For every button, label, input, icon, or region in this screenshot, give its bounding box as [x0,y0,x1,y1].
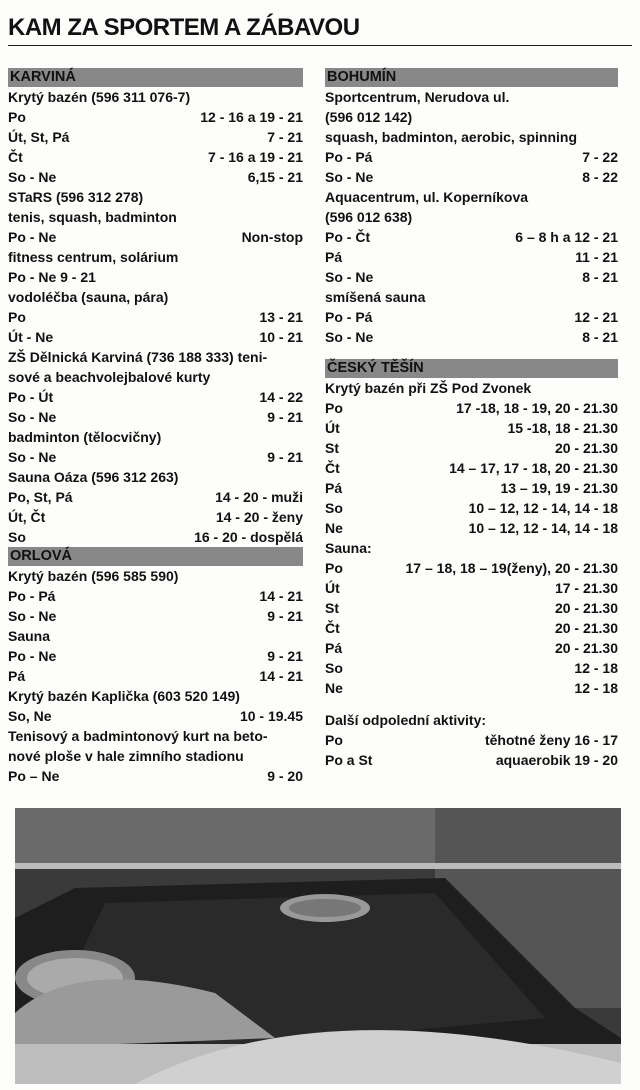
venue-heading: Sportcentrum, Nerudova ul. [325,89,510,105]
schedule-row [325,147,618,167]
venue-heading: Sauna [8,628,51,644]
schedule-days: St [325,440,339,456]
schedule-days: Út, St, Pá [8,129,70,145]
schedule-row [8,127,303,147]
schedule-hours: 17 - 21.30 [554,580,618,596]
schedule-row [8,267,303,287]
schedule-hours: 7 - 22 [582,149,618,165]
schedule-days: So - Ne [325,269,374,285]
schedule-hours: 17 -18, 18 - 19, 20 - 21.30 [456,400,618,416]
schedule-days: Pá [325,249,343,265]
schedule-days: Po – Ne [8,768,60,784]
schedule-hours: 6 – 8 h a 12 - 21 [515,229,618,245]
schedule-row [8,327,303,347]
schedule-days: So - Ne [325,169,374,185]
schedule-days: Út - Ne [8,329,54,345]
schedule-row [8,447,303,467]
section-header: BOHUMÍN [325,68,618,87]
schedule-days: Pá [8,668,26,684]
left-column [8,68,303,786]
schedule-hours: 11 - 21 [575,249,618,265]
schedule-days: Čt [8,149,23,165]
schedule-hours: 10 – 12, 12 - 14, 14 - 18 [468,520,618,536]
schedule-hours: 10 - 19.45 [239,708,303,724]
venue-heading: tenis, squash, badminton [8,209,177,225]
schedule-days: Po [325,732,343,748]
schedule-row [325,418,618,438]
schedule-hours: 20 - 21.30 [554,440,618,456]
page-title: KAM ZA SPORTEM A ZÁBAVOU [8,14,360,41]
schedule-days: Pá [325,480,343,496]
schedule-days: Po, St, Pá [8,489,73,505]
title-divider [8,45,632,46]
schedule-days: Čt [325,460,340,476]
schedule-row [8,487,303,507]
schedule-days: Ne [325,520,343,536]
schedule-row [325,730,618,750]
venue-heading: smíšená sauna [325,289,426,305]
schedule-hours: 8 - 21 [582,269,618,285]
section-header: ORLOVÁ [8,547,303,566]
schedule-hours: 7 - 21 [267,129,303,145]
schedule-hours: 8 - 21 [582,329,618,345]
schedule-hours: 10 - 21 [259,329,303,345]
schedule-days: Po - Ne 9 - 21 [8,269,96,285]
section-header: KARVINÁ [8,68,303,87]
schedule-row [325,307,618,327]
schedule-days: Po - Út [8,389,54,405]
schedule-days: So - Ne [8,169,57,185]
schedule-hours: 9 - 21 [267,648,303,664]
schedule-hours: 20 - 21.30 [554,620,618,636]
schedule-row [325,598,618,618]
venue-heading: Krytý bazén při ZŠ Pod Zvonek [325,380,532,396]
schedule-row [325,167,618,187]
schedule-row [325,750,618,770]
schedule-row [325,327,618,347]
schedule-days: So - Ne [8,608,57,624]
schedule-hours: aquaerobik 19 - 20 [495,752,618,768]
swimming-pool-photo [15,808,621,1084]
schedule-days: Út, Čt [8,509,46,525]
schedule-row [325,498,618,518]
schedule-days: So - Ne [325,329,374,345]
venue-heading: Aquacentrum, ul. Koperníkova [325,189,529,205]
schedule-hours: 14 - 22 [259,389,303,405]
schedule-hours: těhotné ženy 16 - 17 [484,732,618,748]
schedule-days: Po - Ne [8,648,57,664]
schedule-hours: 20 - 21.30 [554,600,618,616]
schedule-days: Čt [325,620,340,636]
schedule-row [325,247,618,267]
schedule-row [325,558,618,578]
schedule-days: Po [325,400,343,416]
schedule-row [8,706,303,726]
schedule-days: So, Ne [8,708,52,724]
schedule-row [325,478,618,498]
schedule-days: So - Ne [8,409,57,425]
venue-heading: fitness centrum, solárium [8,249,179,265]
schedule-hours: 14 - 20 - muži [215,489,303,505]
schedule-days: Pá [325,640,343,656]
schedule-hours: 12 - 21 [574,309,618,325]
spacer [325,698,618,710]
schedule-days: Út [325,420,340,436]
schedule-row [325,458,618,478]
schedule-row [8,147,303,167]
venue-heading: Další odpolední aktivity: [325,712,487,728]
schedule-days: St [325,600,339,616]
schedule-row [8,527,303,547]
venue-heading: Sauna: [325,540,372,556]
schedule-hours: 14 - 21 [259,668,303,684]
schedule-days: Po [8,309,26,325]
venue-heading: Krytý bazén (596 311 076-7) [8,89,191,105]
schedule-hours: 9 - 21 [267,409,303,425]
schedule-hours: 7 - 16 a 19 - 21 [208,149,303,165]
section-header: ČESKÝ TĚŠÍN [325,359,618,378]
venue-heading: sové a beachvolejbalové kurty [8,369,211,385]
schedule-hours: Non-stop [241,229,303,245]
schedule-row [325,267,618,287]
schedule-hours: 10 – 12, 12 - 14, 14 - 18 [468,500,618,516]
schedule-days: So [8,529,26,545]
spacer [325,347,618,359]
schedule-days: Po - Čt [325,229,371,245]
venue-heading: vodoléčba (sauna, pára) [8,289,169,305]
schedule-hours: 6,15 - 21 [247,169,303,185]
venue-heading: squash, badminton, aerobic, spinning [325,129,578,145]
schedule-row [325,618,618,638]
venue-heading: badminton (tělocvičny) [8,429,162,445]
schedule-hours: 20 - 21.30 [554,640,618,656]
schedule-hours: 9 - 20 [267,768,303,784]
schedule-row [8,586,303,606]
schedule-row [8,507,303,527]
schedule-hours: 12 - 18 [574,680,618,696]
schedule-row [8,107,303,127]
schedule-hours: 13 – 19, 19 - 21.30 [500,480,618,496]
schedule-row [325,658,618,678]
venue-heading: nové ploše v hale zimního stadionu [8,748,244,764]
venue-heading: Krytý bazén (596 585 590) [8,568,179,584]
schedule-days: Po - Pá [325,309,373,325]
schedule-hours: 9 - 21 [267,449,303,465]
schedule-hours: 12 - 16 a 19 - 21 [200,109,303,125]
venue-heading: (596 012 638) [325,209,413,225]
schedule-hours: 17 – 18, 18 – 19(ženy), 20 - 21.30 [405,560,618,576]
schedule-days: Po - Ne [8,229,57,245]
schedule-hours: 14 - 20 - ženy [215,509,303,525]
schedule-days: Ne [325,680,343,696]
schedule-row [325,638,618,658]
venue-heading: Tenisový a badmintonový kurt na beto- [8,728,268,744]
schedule-row [8,606,303,626]
schedule-hours: 12 - 18 [574,660,618,676]
schedule-row [8,387,303,407]
venue-heading: Krytý bazén Kaplička (603 520 149) [8,688,240,704]
schedule-hours: 14 - 21 [259,588,303,604]
schedule-days: Út [325,580,340,596]
schedule-days: So [325,500,343,516]
schedule-hours: 13 - 21 [259,309,303,325]
schedule-row [325,227,618,247]
schedule-days: Po - Pá [325,149,373,165]
schedule-row [8,407,303,427]
schedule-days: So [325,660,343,676]
schedule-days: So - Ne [8,449,57,465]
schedule-days: Po [8,109,26,125]
schedule-hours: 15 -18, 18 - 21.30 [507,420,618,436]
schedule-days: Po [325,560,343,576]
schedule-row [8,307,303,327]
venue-heading: (596 012 142) [325,109,413,125]
schedule-row [325,438,618,458]
schedule-hours: 8 - 22 [582,169,618,185]
schedule-row [325,398,618,418]
schedule-row [8,666,303,686]
schedule-hours: 14 – 17, 17 - 18, 20 - 21.30 [449,460,618,476]
schedule-hours: 16 - 20 - dospělá [194,529,303,545]
schedule-row [325,578,618,598]
schedule-hours: 9 - 21 [267,608,303,624]
right-column [325,68,618,770]
schedule-row [8,766,303,786]
venue-heading: ZŠ Dělnická Karviná (736 188 333) teni- [8,349,268,365]
schedule-row [325,678,618,698]
venue-heading: Sauna Oáza (596 312 263) [8,469,179,485]
schedule-row [8,227,303,247]
schedule-days: Po a St [325,752,373,768]
schedule-row [8,167,303,187]
venue-heading: STaRS (596 312 278) [8,189,144,205]
schedule-row [325,518,618,538]
schedule-row [8,646,303,666]
schedule-days: Po - Pá [8,588,56,604]
